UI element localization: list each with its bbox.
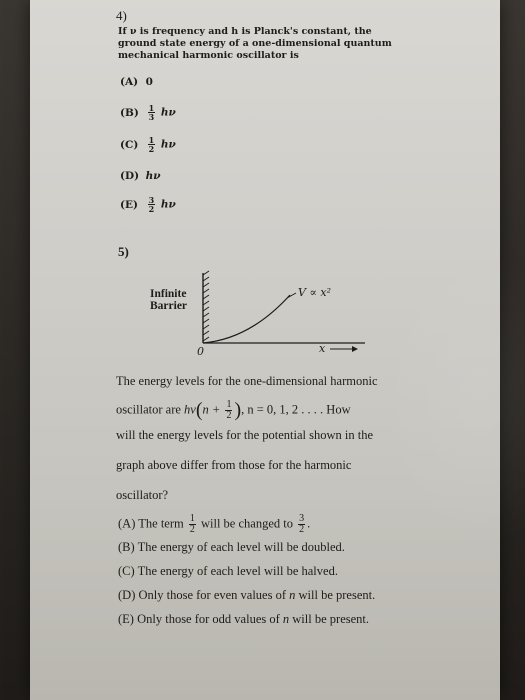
q4-option-e[interactable] [120,196,176,213]
q4-option-c-tail: hν [160,138,176,151]
q4-option-a-label: (A) [120,76,139,88]
origin-label: 0 [197,345,204,358]
q5-option-b-text: The energy of each level will be doubled. [137,540,345,554]
q4-option-b-label: (B) [120,106,139,119]
question-4-stem-line1: If ν is frequency and h is Planck's constant, the [118,26,372,37]
q5-option-d-var: n [289,588,296,602]
curve-label-pointer [287,293,296,298]
q4-option-c[interactable] [120,136,176,153]
q5-formula-paren-close: ) [234,399,242,421]
q5-option-e-post: will be present. [292,612,369,626]
q5-option-c[interactable] [118,564,338,579]
q4-option-a[interactable] [120,76,153,88]
question-4-stem [118,26,398,62]
q5-text-line5: oscillator? [116,488,169,502]
q4-option-a-text: 0 [145,76,153,88]
q4-option-c-label: (C) [120,138,139,151]
q5-option-d-label: (D) [118,588,136,602]
q5-option-a-label: (A) [118,516,136,531]
q4-option-e-label: (E) [120,198,138,211]
q5-option-d-pre: Only those for even values of [138,588,287,602]
q5-text-line2-prefix: oscillator are [116,402,181,417]
barrier-label-line1: Infinite [150,288,187,300]
curve-label: V ∝ x² [298,286,331,299]
x-axis-label: x [319,342,326,355]
q4-option-d-text: hν [145,170,161,182]
q5-formula-fraction: $\frac{1}{2}$ [226,399,232,421]
q5-formula-n: n + [202,402,221,417]
q5-option-a-fraction2: $\frac{3}{2}$ [299,513,305,535]
q5-option-a[interactable] [118,514,310,535]
question-4-stem-line3: mechanical harmonic oscillator is [118,50,299,61]
q5-text-line1: The energy levels for the one-dimensional harmonic [116,374,378,388]
q5-option-e-var: n [282,612,290,626]
q5-formula-paren-open: ( [195,399,203,421]
question-4-stem-line2: ground state energy of a one-dimensional quantum [118,38,392,49]
question-5-number: 5) [118,244,129,259]
q4-option-e-tail: hν [160,198,176,211]
q5-option-d[interactable] [118,588,375,603]
q4-option-d[interactable] [120,170,161,182]
x-arrow-head [352,346,358,352]
q5-option-a-pre: The term [138,516,184,531]
q5-formula-hv: hν [184,402,196,417]
q5-option-e-pre: Only those for odd values of [137,612,280,626]
q4-option-b[interactable] [120,104,176,121]
q5-text-line3: will the energy levels for the potential shown in the [116,428,374,442]
q5-option-b[interactable] [118,540,345,555]
q4-option-e-fraction: $\frac{3}{2}$ [148,195,155,214]
q5-option-d-post: will be present. [298,588,376,602]
barrier-label [150,288,187,312]
q5-option-b-label: (B) [118,540,135,554]
q5-option-c-label: (C) [118,564,135,578]
question-4-number: 4) [116,8,127,23]
q5-option-c-text: The energy of each level will be halved. [137,564,338,578]
q4-option-b-tail: hν [160,106,176,119]
q5-option-a-fraction1: $\frac{1}{2}$ [189,513,195,535]
q4-option-b-fraction: $\frac{1}{3}$ [148,103,155,122]
barrier-label-line2: Barrier [150,300,188,312]
barrier-hatching [203,271,209,341]
q5-option-e-label: (E) [118,612,134,626]
q5-text-line2-suffix: , n = 0, 1, 2 . . . . How [241,402,351,417]
q5-text-line4: graph above differ from those for the harmonic [116,458,352,472]
q5-option-a-post: . [307,516,311,531]
q4-option-c-fraction: $\frac{1}{2}$ [148,135,155,154]
potential-graph [140,265,380,365]
q5-option-e[interactable] [118,612,369,627]
q4-option-d-label: (D) [120,170,140,182]
q5-option-a-mid: will be changed to [200,516,293,531]
q5-text-line2 [116,400,446,421]
potential-curve [203,295,290,343]
